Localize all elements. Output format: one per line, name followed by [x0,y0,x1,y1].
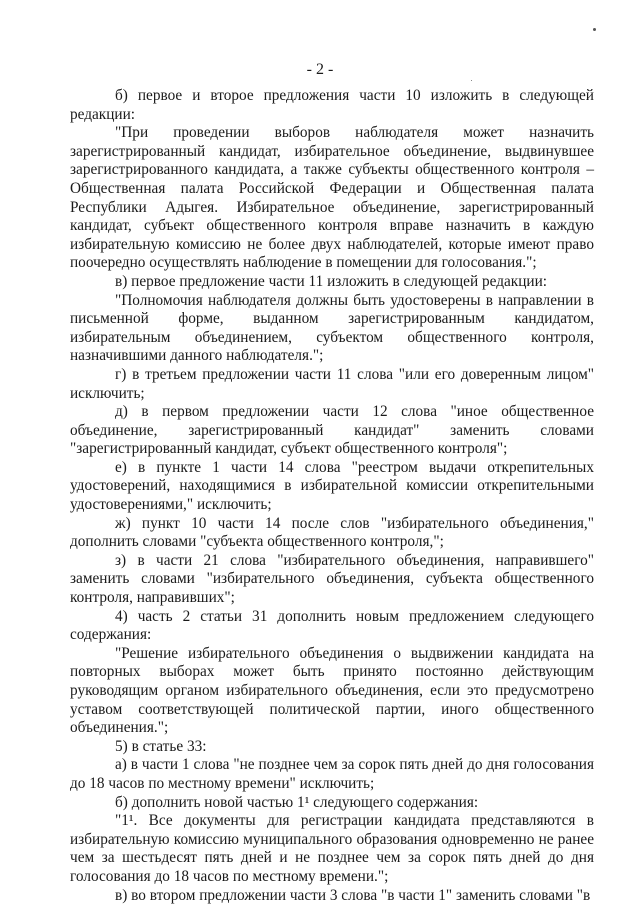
paragraph-g-part-11: г) в третьем предложении части 11 слова "или его доверенным лицом" исключить; [70,365,594,402]
paragraph-b-new-part: б) дополнить новой частью 1¹ следующего содержания: [115,793,479,811]
paragraph-v-part-3: в) во втором предложении части 3 слова "в части 1" заменить словами "в [115,886,591,904]
scan-speck [471,80,472,81]
paragraph-zh-part-14: ж) пункт 10 части 14 после слов "избирательного объединения," дополнить словами "субъекта общественного контроля,"; [70,514,594,551]
paragraph-5-article-33: 5) в статье 33: [115,737,207,755]
document-body [70,87,594,905]
paragraph-d-part-12: д) в первом предложении части 12 слова "иное общественное объединение, зарегистрированный кандидат" заменить словами "зарегистрированный кандидат, субъект общественного контроля"; [70,403,594,458]
paragraph-observer-appointment: "При проведении выборов наблюдателя может назначить зарегистрированный кандидат, избирательное объединение, выдвинувшее зарегистрированного кандидата, а также субъекты общественного контроля – Общественная палата Российской Федерации и Общественная палата Республики Адыгея. Избирательное объединение, зарегистрированный кандидат, субъект общественного контроля вправе назначить в каждую избирательную комиссию не более двух наблюдателей, которые имеют право поочередно осуществлять наблюдение в помещении для голосования."; [70,124,594,272]
scan-speck [593,28,596,31]
paragraph-nomination-decision: "Решение избирательного объединения о выдвижении кандидата на повторных выборах может быть принято постоянно действующим руководящим органом избирательного объединения, если это предусмотрено уставом соответствующей политической партии, иного общественного объединения."; [70,644,594,737]
paragraph-4-article-31: 4) часть 2 статьи 31 дополнить новым предложением следующего содержания: [70,607,594,644]
paragraph-observer-authority: "Полномочия наблюдателя должны быть удостоверены в направлении в письменной форме, выданном зарегистрированным кандидатом, избирательным объединением, субъектом общественного контроля, назначившими данного наблюдателя."; [70,291,594,365]
paragraph-e-part-14: е) в пункте 1 части 14 слова "реестром выдачи открепительных удостоверений, находящимися в избирательной комиссии открепительными удостоверениями," исключить; [70,458,594,514]
page-number: - 2 - [306,61,334,78]
paragraph-registration-documents: "1¹. Все документы для регистрации кандидата представляются в избирательную комиссию муниципального образования одновременно не ранее чем за шестьдесят пять дней и не позднее чем за сорок пять дней до дня голосования до 18 часов по местному времени."; [70,812,594,885]
paragraph-z-part-21: з) в части 21 слова "избирательного объединения, направившего" заменить словами "избирательного объединения, субъекта общественного контроля, направивших"; [70,551,594,607]
paragraph-b-part-10: б) первое и второе предложения части 10 изложить в следующей редакции: [70,87,594,123]
paragraph-v-part-11: в) первое предложение части 11 изложить в следующей редакции: [115,272,548,290]
paragraph-a-part-1: а) в части 1 слова "не позднее чем за сорок пять дней до дня голосования до 18 часов по местному времени" исключить; [70,756,594,792]
